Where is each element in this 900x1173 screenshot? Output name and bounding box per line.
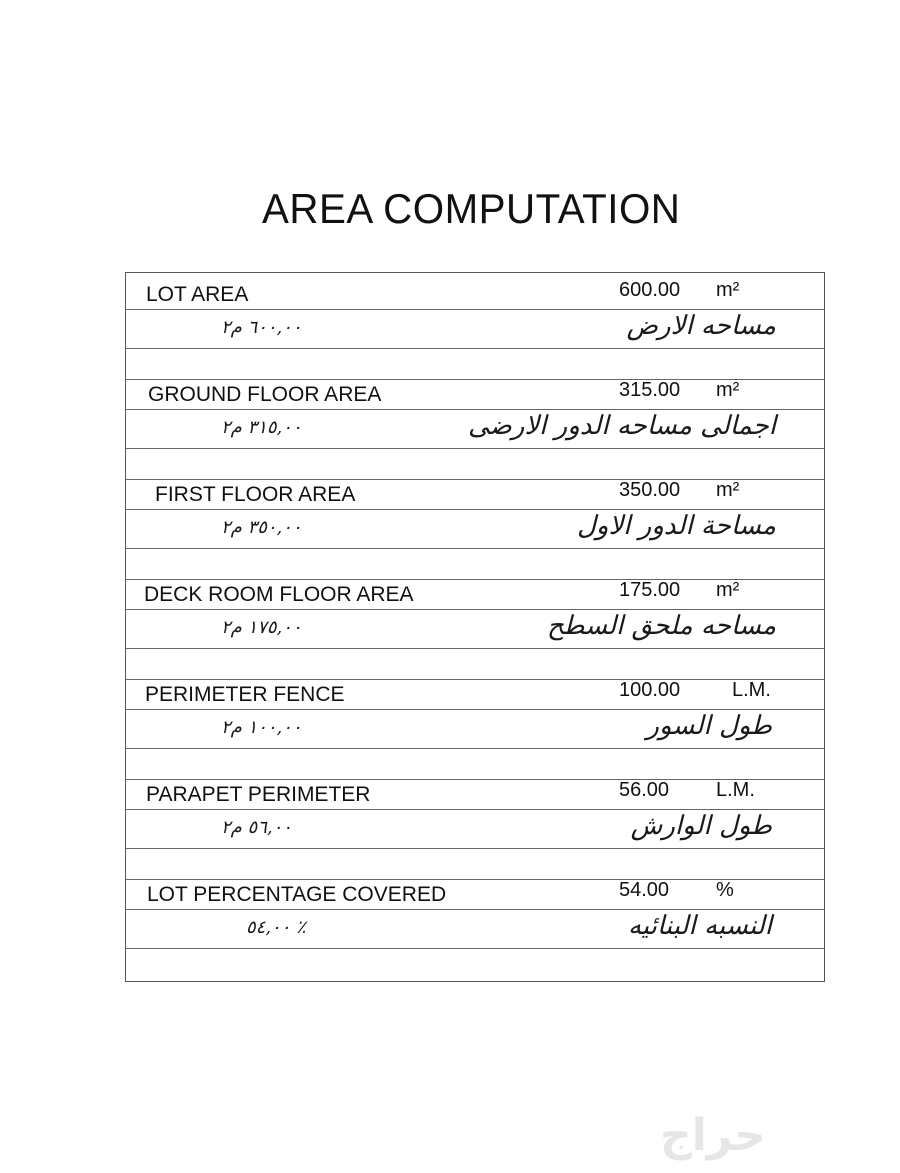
row-label: GROUND FLOOR AREA — [148, 383, 382, 406]
row-divider — [126, 809, 824, 810]
table-row-perimeter-fence — [126, 673, 824, 773]
row-unit: L.M. — [716, 779, 755, 801]
row-arabic-label: طول الوارش — [630, 811, 772, 841]
row-arabic-value: ١٧٥,٠٠ م٢ — [221, 617, 302, 638]
row-arabic-label: مساحه الارض — [626, 311, 776, 341]
row-arabic-value: ٥٦,٠٠ م٢ — [221, 817, 292, 838]
row-label: FIRST FLOOR AREA — [155, 483, 356, 506]
table-row-parapet-perimeter — [126, 773, 824, 873]
row-divider — [126, 909, 824, 910]
row-divider — [126, 448, 824, 449]
row-arabic-value: ١٠٠,٠٠ م٢ — [221, 717, 302, 738]
row-divider — [126, 648, 824, 649]
watermark-logo: حراج — [660, 1110, 766, 1161]
row-unit: m² — [716, 579, 740, 601]
row-label: PERIMETER FENCE — [145, 683, 345, 706]
table-row-lot-percentage-covered — [126, 873, 824, 973]
row-value: 315.00 — [619, 379, 681, 401]
row-label: DECK ROOM FLOOR AREA — [144, 583, 414, 606]
row-arabic-value: ٦٠٠,٠٠ م٢ — [221, 317, 302, 338]
row-unit: m² — [716, 479, 740, 501]
row-label: LOT AREA — [146, 283, 249, 306]
row-arabic-value: ٣١٥,٠٠ م٢ — [221, 417, 302, 438]
row-arabic-label: مساحة الدور الاول — [577, 511, 776, 541]
table-row-lot-area — [126, 273, 824, 373]
row-label: LOT PERCENTAGE COVERED — [147, 883, 447, 906]
row-arabic-label: اجمالى مساحه الدور الارضى — [468, 411, 776, 441]
row-arabic-label: النسبه البنائيه — [627, 911, 772, 941]
row-value: 600.00 — [619, 279, 681, 301]
row-divider — [126, 548, 824, 549]
row-unit: m² — [716, 279, 740, 301]
row-value: 350.00 — [619, 479, 681, 501]
row-arabic-label: مساحه ملحق السطح — [546, 611, 776, 641]
row-value: 175.00 — [619, 579, 681, 601]
area-table — [125, 272, 825, 982]
row-value: 54.00 — [619, 879, 670, 901]
row-divider — [126, 609, 824, 610]
table-row-first-floor-area — [126, 473, 824, 573]
row-arabic-value: ٣٥٠,٠٠ م٢ — [221, 517, 302, 538]
row-arabic-value: ٥٤,٠٠ ٪ — [246, 917, 306, 938]
table-row-ground-floor-area — [126, 373, 824, 473]
row-value: 100.00 — [619, 679, 681, 701]
row-unit: L.M. — [732, 679, 771, 701]
row-divider — [126, 948, 824, 949]
row-divider — [126, 409, 824, 410]
row-divider — [126, 509, 824, 510]
row-arabic-label: طول السور — [646, 711, 772, 741]
page-title: AREA COMPUTATION — [262, 185, 681, 232]
row-unit: m² — [716, 379, 740, 401]
row-divider — [126, 748, 824, 749]
table-row-deck-room-floor-area — [126, 573, 824, 673]
row-divider — [126, 348, 824, 349]
row-divider — [126, 848, 824, 849]
row-divider — [126, 309, 824, 310]
row-label: PARAPET PERIMETER — [146, 783, 371, 806]
row-unit: % — [716, 879, 734, 901]
row-divider — [126, 709, 824, 710]
row-value: 56.00 — [619, 779, 670, 801]
